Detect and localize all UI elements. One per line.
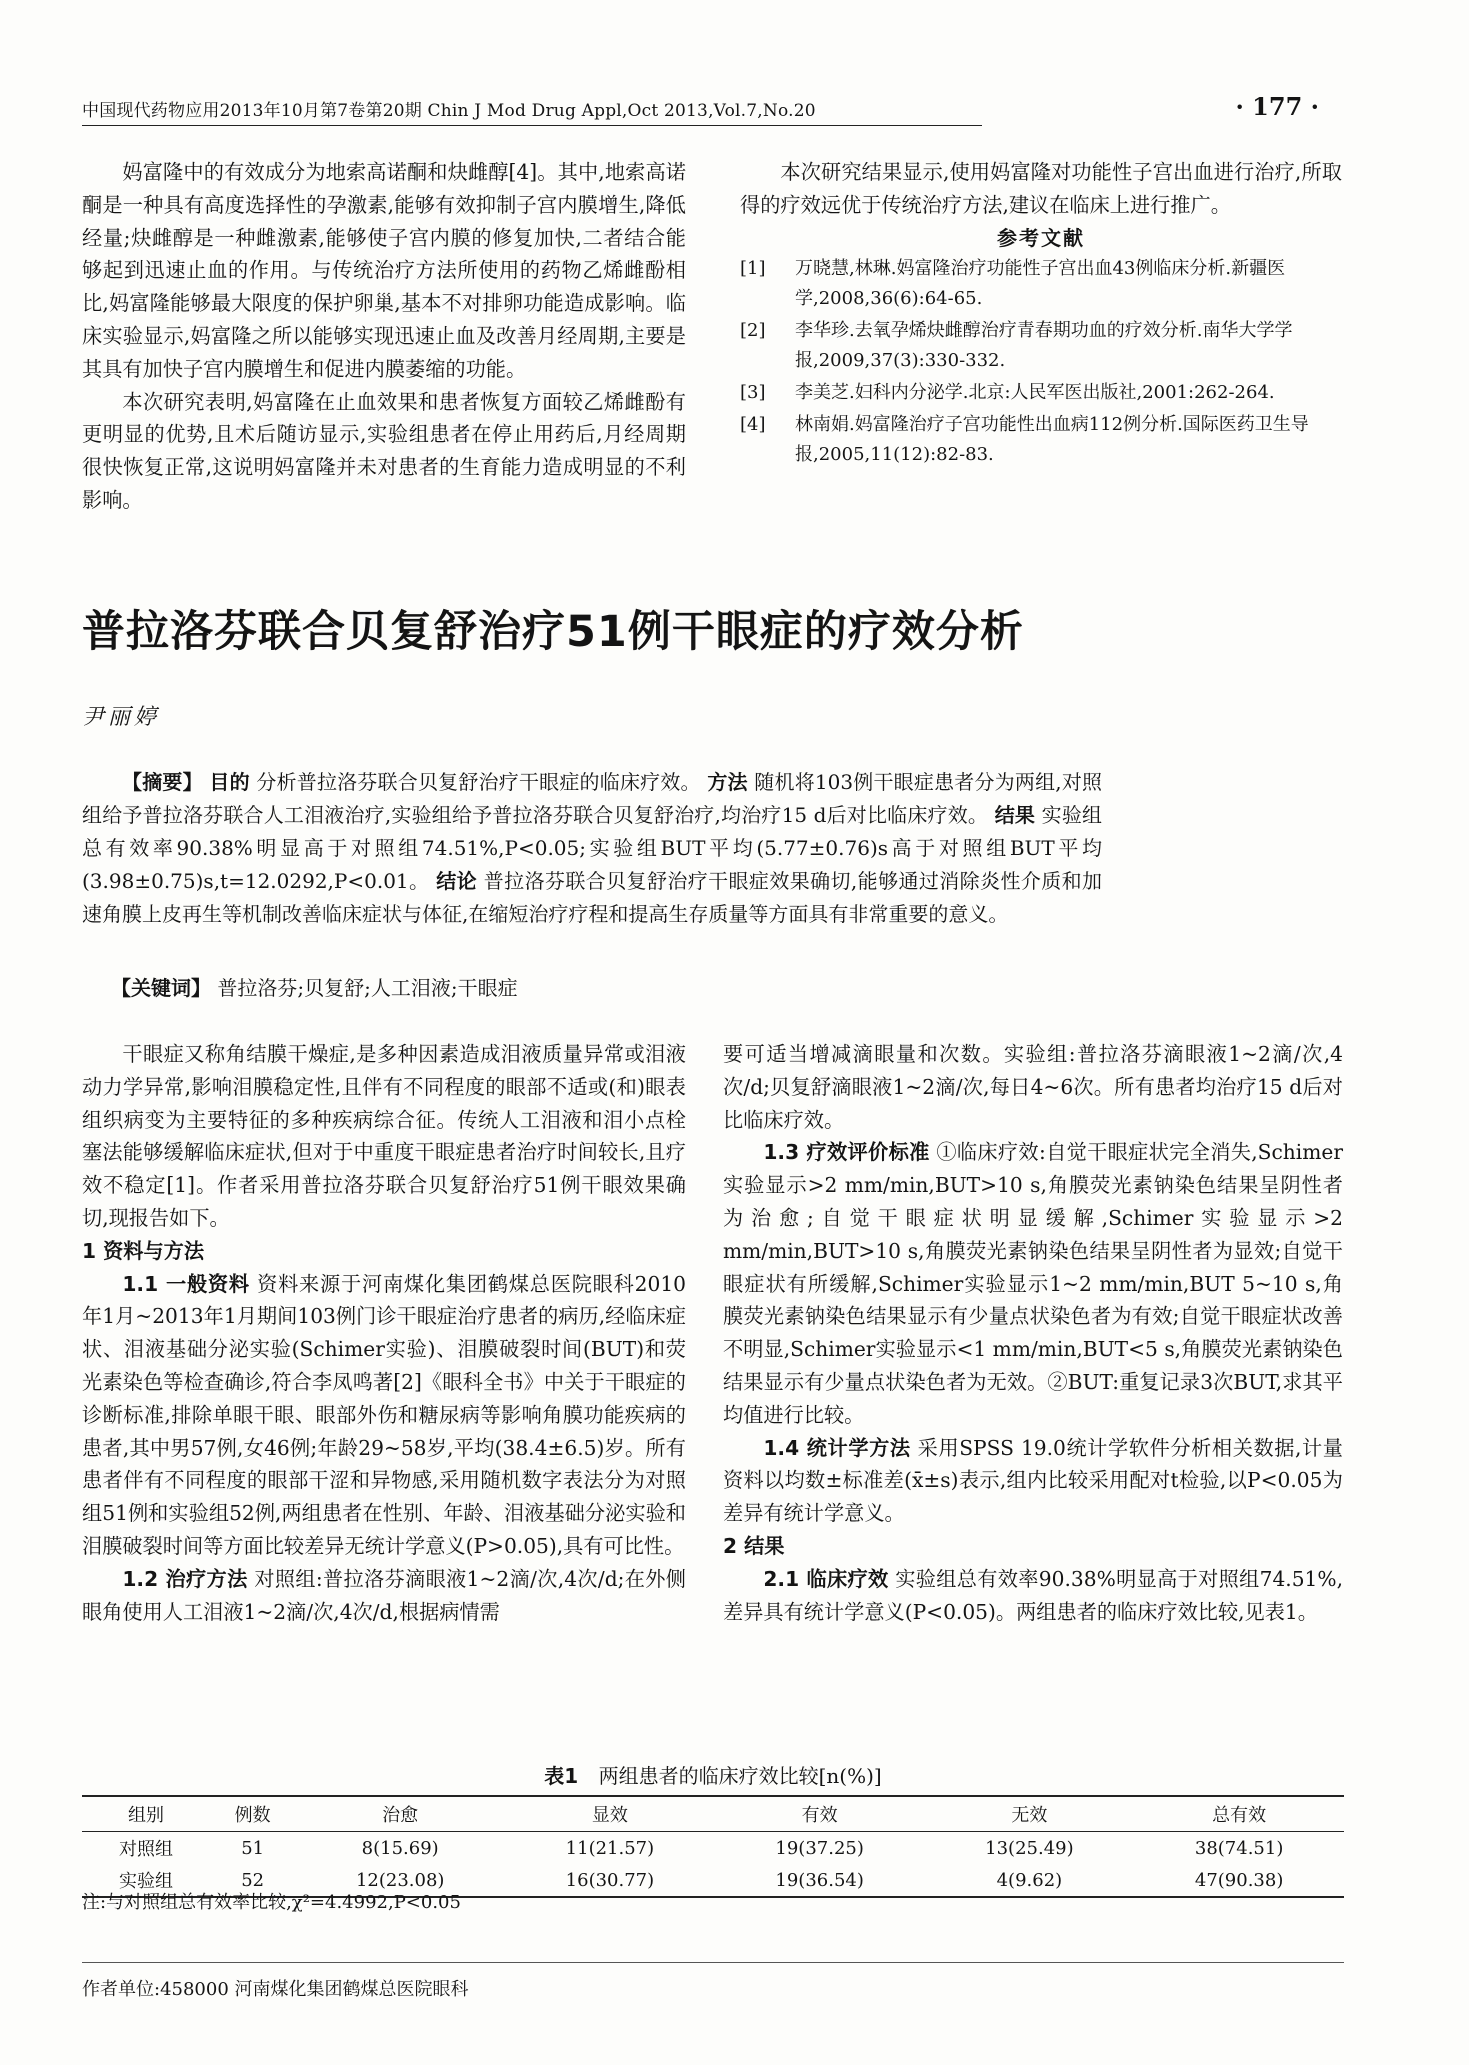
table-header-row	[82, 1796, 1344, 1832]
body-paragraph: 干眼症又称角结膜干燥症,是多种因素造成泪液质量异常或泪液动力学异常,影响泪膜稳定性,且伴有不同程度的眼部不适或(和)眼表组织病变为主要特征的多种疾病综合征。传统人工泪液和泪小点栓塞法能够缓解临床症状,但对于中重度干眼症患者治疗时间较长,且疗效不稳定[1]。作者采用普拉洛芬联合贝复舒治疗51例干眼效果确切,现报告如下。	[82, 1042, 686, 1230]
reference-text: 李美芝.妇科内分泌学.北京:人民军医出版社,2001:262-264.	[795, 382, 1275, 404]
reference-text: 万晓慧,林琳.妈富隆治疗功能性子宫出血43例临床分析.新疆医学,2008,36(6):64-65.	[795, 258, 1286, 310]
table-cell: 52	[210, 1864, 295, 1897]
abstract	[82, 766, 1102, 931]
table-note: 注:与对照组总有效率比较,χ²=4.4992,P<0.05	[82, 1892, 461, 1913]
subsection-text: 对照组:普拉洛芬滴眼液1~2滴/次,4次/d;在外侧眼角使用人工泪液1~2滴/次,4次/d,根据病情需	[82, 1566, 686, 1624]
references-title: 参考文献	[997, 225, 1085, 250]
table-cell: 对照组	[118, 1839, 173, 1860]
subsection-paragraph	[723, 1432, 1343, 1530]
subsection-paragraph	[82, 1268, 686, 1563]
table-cell: 47(90.38)	[1134, 1864, 1344, 1897]
abstract-conclusion: 普拉洛芬联合贝复舒治疗干眼症效果确切,能够通过消除炎性介质和加速角膜上皮再生等机制改善临床症状与体征,在缩短治疗疗程和提高生存质量等方面具有非常重要的意义。	[82, 869, 1103, 926]
subsection-heading: 1.4 统计学方法	[763, 1435, 911, 1460]
prev-paragraph-3: 本次研究结果显示,使用妈富隆对功能性子宫出血进行治疗,所取得的疗效远优于传统治疗方法,建议在临床上进行推广。	[740, 160, 1342, 217]
article-title: 普拉洛芬联合贝复舒治疗51例干眼症的疗效分析	[82, 607, 1024, 657]
body-right-column	[723, 1038, 1343, 1628]
abstract-text	[82, 766, 1102, 931]
subsection-paragraph	[723, 1136, 1343, 1431]
table-header-cell: 治愈	[295, 1796, 505, 1832]
references-list	[740, 254, 1342, 470]
subsection-text: 资料来源于河南煤化集团鹤煤总医院眼科2010年1月~2013年1月期间103例门诊干眼症治疗患者的病历,经临床症状、泪液基础分泌实验(Schimer实验)、泪膜破裂时间(BUT)和荧光素染色等检查确诊,符合李凤鸣著[2]《眼科全书》中关于干眼症的诊断标准,排除单眼干眼、眼部外伤和糖尿病等影响角膜功能疾病的患者,其中男57例,女46例;年龄29~58岁,平均(38.4±6.5)岁。所有患者伴有不同程度的眼部干涩和异物感,采用随机数字表法分为对照组51例和实验组52例,两组患者在性别、年龄、泪液基础分泌实验和泪膜破裂时间等方面比较差异无统计学意义(P>0.05),具有可比性。	[82, 1271, 687, 1558]
keywords-label: 【关键词】	[111, 976, 211, 1000]
table-label: 表1	[544, 1764, 579, 1788]
table-cell: 8(15.69)	[361, 1837, 439, 1859]
subsection-paragraph	[82, 1563, 686, 1629]
page-number: · 177 ·	[1235, 92, 1319, 121]
table-header-cell: 组别	[82, 1796, 210, 1832]
efficacy-table	[82, 1795, 1344, 1898]
abstract-conclusion-label: 结论	[436, 869, 478, 893]
keywords-text: 普拉洛芬;贝复舒;人工泪液;干眼症	[217, 976, 518, 1000]
table-cell: 19(37.25)	[775, 1837, 864, 1859]
section-heading: 2 结果	[723, 1533, 785, 1558]
body-left-column	[82, 1038, 686, 1628]
table-cell: 11(21.57)	[565, 1837, 655, 1859]
prev-article-right-column	[740, 156, 1342, 472]
reference-number: [1]	[740, 258, 766, 280]
reference-item	[740, 378, 1342, 408]
subsection-text: 采用SPSS 19.0统计学软件分析相关数据,计量资料以均数±标准差(x̄±s)表示,组内比较采用配对t检验,以P<0.05为差异有统计学意义。	[723, 1435, 1343, 1526]
table-cell: 13(25.49)	[985, 1837, 1074, 1859]
reference-text: 林南娟.妈富隆治疗子宫功能性出血病112例分析.国际医药卫生导报,2005,11(12):82-83.	[795, 414, 1309, 466]
reference-number: [3]	[740, 382, 766, 404]
prev-article-left-column	[82, 156, 686, 517]
abstract-aim: 分析普拉洛芬联合贝复舒治疗干眼症的临床疗效。	[256, 770, 701, 794]
running-head: 中国现代药物应用2013年10月第7卷第20期 Chin J Mod Drug Appl,Oct 2013,Vol.7,No.20	[82, 96, 982, 126]
reference-number: [4]	[740, 414, 766, 436]
table-cell: 38(74.51)	[1194, 1837, 1284, 1859]
table-header-cell: 无效	[925, 1796, 1135, 1832]
body-paragraph: 要可适当增减滴眼量和次数。实验组:普拉洛芬滴眼液1~2滴/次,4次/d;贝复舒滴眼液1~2滴/次,每日4~6次。所有患者均治疗15 d后对比临床疗效。	[723, 1042, 1343, 1132]
abstract-aim-label: 目的	[209, 770, 250, 794]
table-cell: 19(36.54)	[715, 1864, 925, 1897]
subsection-heading: 2.1 临床疗效	[763, 1566, 889, 1591]
author-affiliation: 作者单位:458000 河南煤化集团鹤煤总医院眼科	[82, 1962, 1344, 2001]
article-author: 尹丽婷	[82, 705, 161, 730]
subsection-heading: 1.2 治疗方法	[122, 1566, 248, 1591]
table-header-cell: 显效	[505, 1796, 715, 1832]
table-cell: 4(9.62)	[925, 1864, 1135, 1897]
table-row	[82, 1832, 1344, 1865]
table-cell: 51	[241, 1837, 265, 1859]
table-1	[82, 1760, 1344, 1898]
table-caption	[82, 1760, 1344, 1789]
reference-number: [2]	[740, 320, 766, 342]
prev-paragraph-1: 妈富隆中的有效成分为地索高诺酮和炔雌醇[4]。其中,地索高诺酮是一种具有高度选择性的孕激素,能够有效抑制子宫内膜增生,降低经量;炔雌醇是一种雌激素,能够使子宫内膜的修复加快,二者结合能够起到迅速止血的作用。与传统治疗方法所使用的药物乙烯雌酚相比,妈富隆能够最大限度的保护卵巢,基本不对排卵功能造成影响。临床实验显示,妈富隆之所以能够实现迅速止血及改善月经周期,主要是其具有加快子宫内膜增生和促进内膜萎缩的功能。	[82, 160, 686, 381]
table-header-cell: 有效	[715, 1796, 925, 1832]
subsection-heading: 1.3 疗效评价标准	[763, 1140, 930, 1165]
abstract-result: 实验组总有效率90.38%明显高于对照组74.51%,P<0.05;实验组BUT平均(5.77±0.76)s高于对照组BUT平均(3.98±0.75)s,t=12.0292,P<0.01。	[82, 803, 1103, 893]
table-cell: 实验组	[82, 1864, 210, 1897]
subsection-paragraph	[723, 1563, 1343, 1629]
subsection-heading: 1.1 一般资料	[122, 1271, 250, 1296]
table-cell: 16(30.77)	[505, 1864, 715, 1897]
table-header-cell: 例数	[210, 1796, 295, 1832]
abstract-label: 【摘要】	[122, 770, 203, 794]
table-header-cell: 总有效	[1134, 1796, 1344, 1832]
reference-item	[740, 316, 1342, 376]
section-heading: 1 资料与方法	[82, 1238, 205, 1263]
abstract-method-label: 方法	[707, 770, 748, 794]
abstract-method: 随机将103例干眼症患者分为两组,对照组给予普拉洛芬联合人工泪液治疗,实验组给予普拉洛芬联合贝复舒治疗,均治疗15 d后对比临床疗效。	[82, 770, 1103, 827]
reference-text: 李华珍.去氧孕烯炔雌醇治疗青春期功血的疗效分析.南华大学学报,2009,37(3):330-332.	[795, 320, 1293, 372]
table-cell: 12(23.08)	[295, 1864, 505, 1897]
reference-item	[740, 410, 1342, 470]
abstract-result-label: 结果	[994, 803, 1036, 827]
keywords	[111, 972, 518, 1001]
prev-paragraph-2: 本次研究表明,妈富隆在止血效果和患者恢复方面较乙烯雌酚有更明显的优势,且术后随访显示,实验组患者在停止用药后,月经周期很快恢复正常,这说明妈富隆并未对患者的生育能力造成明显的不利影响。	[82, 389, 686, 512]
subsection-text: 实验组总有效率90.38%明显高于对照组74.51%,差异具有统计学意义(P<0.05)。两组患者的临床疗效比较,见表1。	[723, 1566, 1343, 1624]
table-caption-text: 两组患者的临床疗效比较[n(%)]	[598, 1764, 882, 1788]
reference-item	[740, 254, 1342, 314]
subsection-text: ①临床疗效:自觉干眼症状完全消失,Schimer实验显示>2 mm/min,BUT>10 s,角膜荧光素钠染色结果呈阴性者为治愈;自觉干眼症状明显缓解,Schimer实验显示>2 mm/min,BUT>10 s,角膜荧光素钠染色结果呈阴性者为显效;自觉干眼症状有所缓解,Schimer实验显示1~2 mm/min,BUT 5~10 s,角膜荧光素钠染色结果显示有少量点状染色者为有效;自觉干眼症状改善不明显,Schimer实验显示<1 mm/min,BUT<5 s,角膜荧光素钠染色结果显示有少量点状染色者为无效。②BUT:重复记录3次BUT,求其平均值进行比较。	[723, 1140, 1343, 1427]
